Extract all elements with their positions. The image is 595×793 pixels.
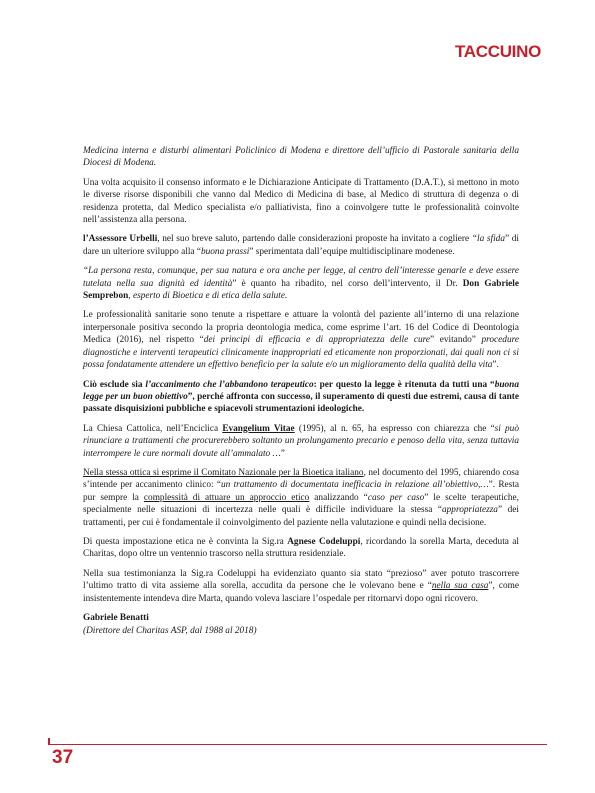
section-title: TACCUINO [454,42,541,61]
article-body [83,145,519,645]
paragraph-codeluppi: Di questa impostazione etica ne è convinta la Sig.ra Agnese Codeluppi, ricordando la sorella Marta, deceduta al Charitas, dopo oltre un ventennio trascorso nella struttura residenziale. [83,536,520,560]
paragraph-accanimento: Ciò esclude sia l’accanimento che l’abbandono terapeutico: per questo la legge è ritenuta da tutti una “buona legge per un buon obiettivo”, perché affronta con successo, il superamento di questi due estremi, causa di tante passate disquisizioni pubbliche e spiacevoli strumentazioni ideologiche. [83,379,519,415]
paragraph-deontologia: Le professionalità sanitarie sono tenute a rispettare e attuare la volontà del paziente all’interno di una relazione interpersonale positiva secondo la propria deontologia medica, come esprime l’art. 16 del Codice di Deontologia Medica (2016), nel rispetto “dei principi di efficacia e di appropriatezza delle cure” evitando” procedure diagnostiche e interventi terapeutici clinicamente inappropriati ed eticamente non proporzionati, dai quali non ci si possa fondatamente attendere un effettivo beneficio per la salute e/o un miglioramento della qualità della vita”. [83,310,520,371]
page-number: 37 [52,747,74,768]
paragraph-semprebon-quote: “La persona resta, comunque, per sua natura e ora anche per legge, al centro dell’interesse genarle e deve essere tutelata nella sua dignità ed identità” è quanto ha ribadito, nel corso dell’intervento, il Dr. Don Gabriele Semprebon, esperto di Bioetica e di etica della salute. [83,266,519,302]
paragraph-testimony: Nella sua testimonianza la Sig.ra Codeluppi ha evidenziato quanto sia stato “prezioso” aver potuto trascorrere l’ultimo tratto di vita assieme alla sorella, accudita da persone che le volevano bene e “nella sua casa”, come insistentemente intendeva dire Marta, quando voleva lasciare l’ospedale per ritornarvi dopo ogni ricovero. [83,568,519,604]
signature-name: Gabriele Benatti [83,613,149,623]
paragraph-bioetica-committee: Nella stessa ottica si esprime il Comitato Nazionale per la Bioetica italiano, nel documento del 1995, chiarendo cosa s’intende per accanimento clinico: “un trattamento di documentata inefficacia in relazione all’obiettivo,…”. Resta pur sempre la complessità di attuare un approccio etico analizzando “caso per caso” le scelte terapeutiche, specialmente nelle situazioni di incertezza nelle quali è difficile individuare la stessa “appropriatezza” dei trattamenti, per cui è fondamentale il coinvolgimento del paziente nella valutazione e quindi nella decisione. [83,467,520,528]
paragraph-author-affiliation: Medicina interna e disturbi alimentari Policlinico di Modena e direttore dell’ufficio di Pastorale sanitaria della Diocesi di Modena. [83,146,519,169]
paragraph-assessore-urbelli: l’Assessore Urbelli, nel suo breve saluto, partendo dalle considerazioni proposte ha invitato a cogliere “la sfida” di dare un ulteriore sviluppo alla “buona prassi” sperimentata dall’equipe multidisciplinare modenese. [83,234,519,257]
signature-role: (Direttore del Charitas ASP, dal 1988 al 2018) [83,626,257,637]
paragraph-consent-dat: Una volta acquisito il consenso informato e le Dichiarazione Anticipate di Trattamento (D.A.T.), si mettono in moto le diverse risorse disponibili che vanno dal Medico di Medicina di base, al Medico di struttura di degenza o di residenza protetta, dal Medico specialista e/o palliativista, fino a coinvolgere tutte le professionalità coinvolte nell’assistenza alla persona. [83,177,519,226]
footer-rule [48,744,547,745]
paragraph-evangelium-vitae: La Chiesa Cattolica, nell’Enciclica Evangelium Vitae (1995), al n. 65, ha espresso con chiarezza che “si può rinunciare a trattamenti che procurerebbero soltanto un prolungamento precario e penoso della vita, senza tuttavia interrompere le cure normali dovute all’ammalato …” [83,423,519,459]
